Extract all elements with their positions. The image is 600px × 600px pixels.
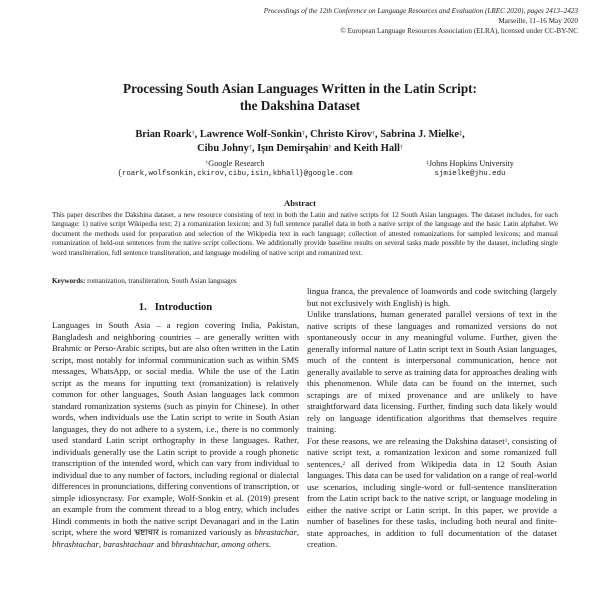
author-mark: ‡ — [459, 131, 463, 137]
affiliation-google: †Google Research {roark,wolfsonkin,ckirov,cibu,isin,kbhall}@google.com — [90, 158, 380, 180]
keywords-label: Keywords: — [52, 277, 86, 285]
author-name: Işın Demirşahin — [257, 143, 329, 154]
devanagari-word: भ्रष्टाचार — [134, 527, 159, 537]
location-line: Marseille, 11–16 May 2020 — [498, 17, 578, 25]
author-name: Sabrina J. Mielke — [380, 129, 460, 140]
proceedings-header — [178, 6, 578, 36]
intro-paragraph: Languages in South Asia – a region covering India, Pakistan, Bangladesh and neighboring countries – are generally written with Brahmic or Perso-Arabic scripts, but are also often written in the Latin script, most notably for informal communication such as within SMS messages, WhatsApp, or social media. While the use of the Latin script as the means for inputting text (romanization) is relatively common for other languages, South Asian languages lack common standard romanization systems (such as pinyin for Chinese). In other words, when individuals use the Latin script to write in South Asian languages, they do not adhere to a system, i.e., there is no commonly used standard Latin script orthography in these languages. Rather, individuals generally use the Latin script to provide a rough phonetic transcription of the intended word, which can vary from individual to individual due to any number of factors, including regional or dialectal differences in pronunciations, differing conventions of transcription, or simple idiosyncrasy. For example, Wolf-Sonkin et al. (2019) present an example from the comment thread to a blog entry, which includes Hindi comments in both the native script Devanagari and in the Latin script, where the word भ्रष्टाचार is romanized variously as bhrastachar, bhrashtachar, barashtachaar and bhrashtachar, among others. — [52, 320, 299, 549]
author-mark: † — [301, 131, 305, 137]
affiliation-name: Google Research — [208, 159, 265, 168]
author-mark: † — [372, 131, 376, 137]
author-name: Cibu Johny — [197, 143, 249, 154]
footnote-marker[interactable]: 1 — [504, 437, 508, 444]
section-title: Introduction — [154, 302, 213, 313]
keywords — [52, 277, 558, 286]
author-line-2: Cibu Johny†, Işın Demirşahin† and Keith Hall† — [197, 143, 403, 154]
abstract-heading: Abstract — [284, 198, 316, 208]
author-name: Christo Kirov — [310, 129, 373, 140]
author-mark: † — [328, 145, 332, 151]
author-emails: {roark,wolfsonkin,ckirov,cibu,isin,kbhall}@google.com — [117, 170, 353, 178]
section-heading — [52, 302, 299, 313]
author-email: sjmielke@jhu.edu — [434, 170, 506, 178]
author-name: Keith Hall — [353, 143, 400, 154]
romanization-variant: bhrashtachar, among others. — [171, 538, 272, 549]
footnote-marker[interactable]: 2 — [342, 460, 346, 467]
romanization-variant: barashtachaar — [103, 538, 155, 549]
author-mark: † — [399, 145, 403, 151]
section-number: 1. — [138, 302, 147, 313]
author-mark: † — [248, 145, 252, 151]
abstract-text: This paper describes the Dakshina dataset, a new resource consisting of text in both the Latin and native scripts for 12 South Asian languages. The dataset includes, for each language: 1) native script Wikipedia text; 2) a romanization lexicon; and 3) full sentence parallel data in both a native script of the language and the basic Latin alphabet. We document the methods used for preparation and selection of the Wikipedia text in each language; collection of attested romanizations for sampled lexicons; and manual romanization of held-out sentences from the native script collections. We additionally provide baseline results on several tasks made possible by the dataset, including single word transliteration, full sentence transliteration, and language modeling of native script and romanized text. — [52, 211, 558, 257]
affiliation-jhu: ‡Johns Hopkins University sjmielke@jhu.edu — [370, 158, 570, 180]
author-line-1: Brian Roark†, Lawrence Wolf-Sonkin†, Christo Kirov†, Sabrina J. Mielke‡, — [135, 129, 465, 140]
author-mark: † — [191, 131, 195, 137]
paragraph: lingua franca, the prevalence of loanwords and code switching (largely but not exclusively with English) is high. — [307, 286, 557, 308]
paragraph: For these reasons, we are releasing the Dakshina dataset$^1$, consisting of native script text, a romanization lexicon and some romanized full sentences,$^2$ all derived from Wikipedia data in 12 South Asian languages. This data can be used for validation on a range of real-world use scenarios, including single-word or full-sentence transliteration from the Latin script back to the native script, or language modeling in either the native script or Latin script. In this paper, we provide a number of baselines for these tasks, including both neural and finite-state approaches, in addition to full documentation of the dataset creation. — [307, 435, 557, 549]
right-column — [307, 286, 557, 551]
title-line-1: Processing South Asian Languages Written in the Latin Script: — [123, 81, 477, 96]
paper-title — [0, 80, 600, 114]
title-line-2: the Dakshina Dataset — [239, 98, 361, 113]
paragraph: Unlike translations, human generated parallel versions of text in the native scripts of these languages and romanized versions do not spontaneously occur in any meaningful volume. Further, given the generally informal nature of Latin script text in South Asian languages, much of the content is interpersonal communication, hence not generally available to serve as training data for approaches dealing with this phenomenon. While data can be found on the internet, such scrapings are of mixed provenance and are unlikely to have straightforward data licensing. Further, finding such data likely would rely on language identification algorithms that themselves require training. — [307, 309, 557, 434]
affiliation-name: Johns Hopkins University — [428, 159, 514, 168]
left-column — [52, 320, 299, 550]
author-name: Lawrence Wolf-Sonkin — [199, 129, 302, 140]
proceedings-line: Proceedings of the 12th Conference on Language Resources and Evaluation (LREC 2020), pages 2413–2423 — [263, 7, 578, 15]
license-line: © European Language Resources Association (ELRA), licensed under CC-BY-NC — [340, 27, 578, 35]
romanization-variant: bhrashtachar — [52, 538, 99, 549]
author-list — [0, 128, 600, 156]
author-name: Brian Roark — [135, 129, 192, 140]
keywords-list: romanization, transliteration, South Asian languages — [87, 277, 237, 285]
romanization-variant: bhrastachar — [254, 527, 297, 537]
